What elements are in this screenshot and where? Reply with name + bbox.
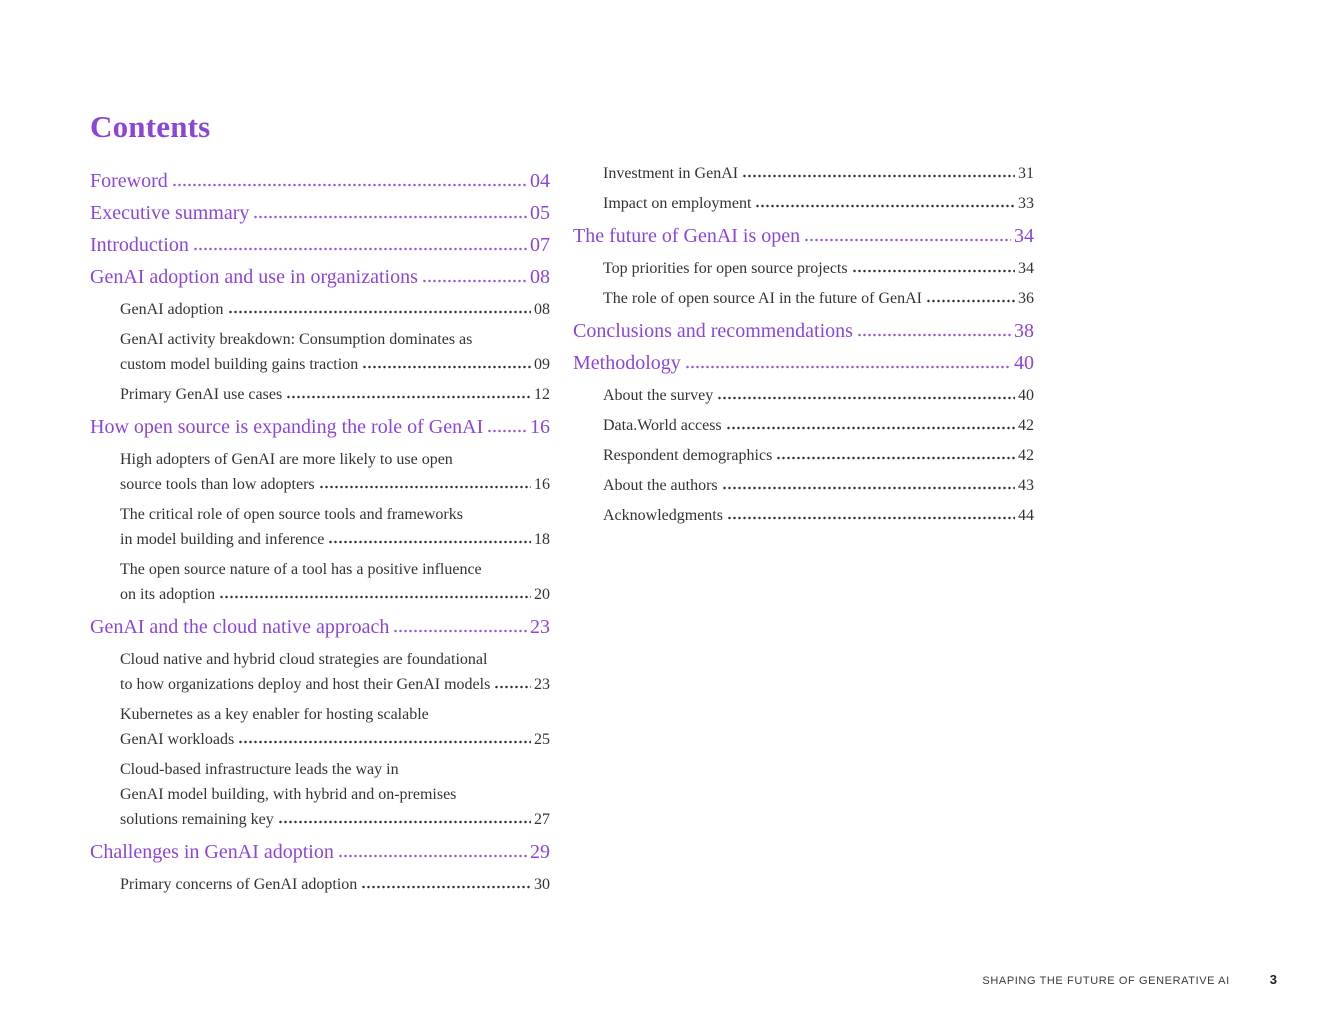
- toc-sub-entry[interactable]: [603, 383, 1034, 408]
- toc-page-number: 08: [534, 301, 550, 318]
- dotted-leader: [495, 685, 531, 689]
- toc-page-number: 40: [1014, 352, 1034, 374]
- toc-entry-line: [120, 447, 550, 472]
- toc-entry-line: [120, 672, 550, 697]
- toc-entry-line: [573, 351, 1034, 375]
- dotted-leader: [805, 238, 1011, 242]
- toc-page-number: 18: [534, 531, 550, 548]
- toc-sub-entry[interactable]: [603, 443, 1034, 468]
- toc-entry-line: [603, 413, 1034, 438]
- toc-page-number: 12: [534, 386, 550, 403]
- toc-entry-text: Impact on employment: [603, 195, 752, 212]
- toc-entry-text: to how organizations deploy and host their GenAI models: [120, 676, 491, 693]
- toc-entry-text: GenAI adoption: [120, 301, 224, 318]
- toc-entry-text: on its adoption: [120, 586, 216, 603]
- toc-page-number: 09: [534, 356, 550, 373]
- dotted-leader: [320, 485, 531, 489]
- toc-sub-entry[interactable]: [603, 413, 1034, 438]
- toc-entry-text: GenAI activity breakdown: Consumption dominates as: [120, 331, 473, 348]
- toc-entry-line: [120, 527, 550, 552]
- toc-entry-line: [603, 383, 1034, 408]
- toc-page-number: 36: [1018, 290, 1034, 307]
- toc-entry-text: GenAI and the cloud native approach: [90, 616, 390, 638]
- toc-entry-line: [120, 297, 550, 322]
- dotted-leader: [339, 854, 527, 858]
- toc-page-number: 20: [534, 586, 550, 603]
- toc-entry-line: [120, 472, 550, 497]
- dotted-leader: [723, 486, 1015, 490]
- dotted-leader: [488, 429, 527, 433]
- toc-entry-text: Foreword: [90, 170, 168, 192]
- footer-report-title: SHAPING THE FUTURE OF GENERATIVE AI: [982, 975, 1230, 987]
- toc-entry-line: [573, 224, 1034, 248]
- toc-page-number: 23: [534, 676, 550, 693]
- toc-entry-line: [603, 503, 1034, 528]
- toc-sub-entry[interactable]: [603, 161, 1034, 186]
- toc-left-column: [90, 161, 550, 902]
- toc-entry-text: The open source nature of a tool has a positive influence: [120, 561, 482, 578]
- toc-entry-text: The future of GenAI is open: [573, 225, 801, 247]
- toc-sub-entry[interactable]: [120, 297, 550, 322]
- dotted-leader: [329, 540, 531, 544]
- toc-page-number: 33: [1018, 195, 1034, 212]
- dotted-leader: [194, 247, 527, 251]
- toc-entry-line: [90, 615, 550, 639]
- toc-right-column: [573, 161, 1034, 533]
- toc-sub-entry[interactable]: [603, 503, 1034, 528]
- toc-entry-line: [120, 807, 550, 832]
- dotted-leader: [362, 885, 531, 889]
- toc-entry-text: Methodology: [573, 352, 681, 374]
- toc-entry-text: Data.World access: [603, 417, 722, 434]
- toc-entry-text: How open source is expanding the role of GenAI: [90, 416, 484, 438]
- toc-page-number: 42: [1018, 447, 1034, 464]
- toc-entry-line: [120, 557, 550, 582]
- toc-entry-text: High adopters of GenAI are more likely to use open: [120, 451, 453, 468]
- toc-entry-line: [90, 233, 550, 257]
- dotted-leader: [173, 183, 527, 187]
- toc-page-number: 38: [1014, 320, 1034, 342]
- toc-section-entry[interactable]: [90, 265, 550, 289]
- toc-entry-line: [120, 327, 550, 352]
- toc-entry-line: [603, 286, 1034, 311]
- page-footer: [982, 972, 1277, 987]
- dotted-leader: [239, 740, 531, 744]
- toc-entry-text: About the authors: [603, 477, 718, 494]
- dotted-leader: [394, 629, 527, 633]
- toc-section-entry[interactable]: [90, 415, 550, 439]
- dotted-leader: [279, 820, 531, 824]
- dotted-leader: [743, 174, 1015, 178]
- toc-entry-line: [120, 502, 550, 527]
- toc-entry-line: [120, 727, 550, 752]
- toc-entry-line: [120, 352, 550, 377]
- toc-entry-line: [603, 191, 1034, 216]
- toc-page-number: 43: [1018, 477, 1034, 494]
- dotted-leader: [363, 365, 531, 369]
- toc-entry-line: [90, 201, 550, 225]
- toc-sub-entry[interactable]: [603, 256, 1034, 281]
- toc-entry-text: custom model building gains traction: [120, 356, 359, 373]
- toc-entry-line: [90, 265, 550, 289]
- dotted-leader: [727, 426, 1015, 430]
- dotted-leader: [686, 365, 1011, 369]
- toc-entry-text: GenAI model building, with hybrid and on-premises: [120, 786, 457, 803]
- toc-entry-text: Executive summary: [90, 202, 250, 224]
- dotted-leader: [777, 456, 1015, 460]
- dotted-leader: [220, 595, 531, 599]
- dotted-leader: [853, 269, 1015, 273]
- toc-section-entry[interactable]: [573, 319, 1034, 343]
- toc-section-entry[interactable]: [90, 840, 550, 864]
- toc-entry-line: [120, 382, 550, 407]
- toc-entry-text: Primary concerns of GenAI adoption: [120, 876, 358, 893]
- toc-entry-text: GenAI adoption and use in organizations: [90, 266, 418, 288]
- toc-entry-text: Cloud native and hybrid cloud strategies are foundational: [120, 651, 488, 668]
- toc-section-entry[interactable]: [573, 224, 1034, 248]
- toc-entry-line: [120, 582, 550, 607]
- toc-entry-line: [120, 757, 550, 782]
- toc-page-number: 23: [530, 616, 550, 638]
- toc-page-number: 29: [530, 841, 550, 863]
- toc-section-entry[interactable]: [573, 351, 1034, 375]
- toc-page-number: 05: [530, 202, 550, 224]
- toc-sub-entry[interactable]: [120, 447, 550, 497]
- toc-sub-entry[interactable]: [120, 502, 550, 552]
- page-title: Contents: [90, 108, 211, 144]
- footer-page-number: 3: [1269, 972, 1277, 987]
- toc-entry-line: [90, 840, 550, 864]
- toc-page-number: 07: [530, 234, 550, 256]
- toc-entry-line: [120, 782, 550, 807]
- toc-page-number: 31: [1018, 165, 1034, 182]
- toc-section-entry[interactable]: [90, 615, 550, 639]
- toc-entry-text: Conclusions and recommendations: [573, 320, 853, 342]
- toc-entry-text: Kubernetes as a key enabler for hosting scalable: [120, 706, 429, 723]
- toc-page-number: 16: [530, 416, 550, 438]
- toc-section-entry[interactable]: [90, 233, 550, 257]
- toc-page-number: 34: [1014, 225, 1034, 247]
- toc-page-number: 30: [534, 876, 550, 893]
- toc-sub-entry[interactable]: [120, 757, 550, 832]
- toc-sub-entry[interactable]: [120, 872, 550, 897]
- dotted-leader: [728, 516, 1015, 520]
- dotted-leader: [229, 310, 531, 314]
- toc-entry-line: [603, 256, 1034, 281]
- toc-sub-entry[interactable]: [120, 557, 550, 607]
- toc-page-number: 16: [534, 476, 550, 493]
- toc-entry-line: [90, 169, 550, 193]
- toc-entry-text: Acknowledgments: [603, 507, 723, 524]
- toc-sub-entry[interactable]: [120, 702, 550, 752]
- toc-page-number: 08: [530, 266, 550, 288]
- toc-entry-text: The role of open source AI in the future of GenAI: [603, 290, 922, 307]
- toc-entry-line: [603, 443, 1034, 468]
- toc-sub-entry[interactable]: [120, 327, 550, 377]
- toc-entry-line: [120, 702, 550, 727]
- toc-entry-text: solutions remaining key: [120, 811, 274, 828]
- toc-sub-entry[interactable]: [603, 191, 1034, 216]
- toc-entry-line: [603, 473, 1034, 498]
- toc-entry-text: Introduction: [90, 234, 189, 256]
- toc-section-entry[interactable]: [90, 169, 550, 193]
- toc-entry-line: [603, 161, 1034, 186]
- toc-entry-line: [120, 647, 550, 672]
- toc-sub-entry[interactable]: [603, 473, 1034, 498]
- dotted-leader: [287, 395, 531, 399]
- dotted-leader: [858, 333, 1011, 337]
- toc-page-number: 34: [1018, 260, 1034, 277]
- dotted-leader: [423, 279, 527, 283]
- toc-entry-text: GenAI workloads: [120, 731, 235, 748]
- toc-page-number: 27: [534, 811, 550, 828]
- toc-entry-text: Cloud-based infrastructure leads the way in: [120, 761, 399, 778]
- toc-entry-text: Investment in GenAI: [603, 165, 739, 182]
- toc-entry-line: [120, 872, 550, 897]
- toc-entry-text: The critical role of open source tools and frameworks: [120, 506, 463, 523]
- toc-sub-entry[interactable]: [120, 647, 550, 697]
- toc-page-number: 40: [1018, 387, 1034, 404]
- toc-entry-text: Primary GenAI use cases: [120, 386, 283, 403]
- toc-section-entry[interactable]: [90, 201, 550, 225]
- toc-page-number: 04: [530, 170, 550, 192]
- toc-sub-entry[interactable]: [120, 382, 550, 407]
- dotted-leader: [718, 396, 1015, 400]
- toc-page-number: 42: [1018, 417, 1034, 434]
- toc-page-number: 44: [1018, 507, 1034, 524]
- toc-entry-text: Challenges in GenAI adoption: [90, 841, 334, 863]
- toc-entry-line: [573, 319, 1034, 343]
- dotted-leader: [756, 204, 1015, 208]
- toc-entry-text: About the survey: [603, 387, 714, 404]
- toc-entry-text: Respondent demographics: [603, 447, 773, 464]
- toc-entry-line: [90, 415, 550, 439]
- toc-entry-text: Top priorities for open source projects: [603, 260, 848, 277]
- toc-page-number: 25: [534, 731, 550, 748]
- toc-sub-entry[interactable]: [603, 286, 1034, 311]
- toc-entry-text: in model building and inference: [120, 531, 325, 548]
- dotted-leader: [254, 215, 527, 219]
- toc-entry-text: source tools than low adopters: [120, 476, 315, 493]
- dotted-leader: [927, 299, 1015, 303]
